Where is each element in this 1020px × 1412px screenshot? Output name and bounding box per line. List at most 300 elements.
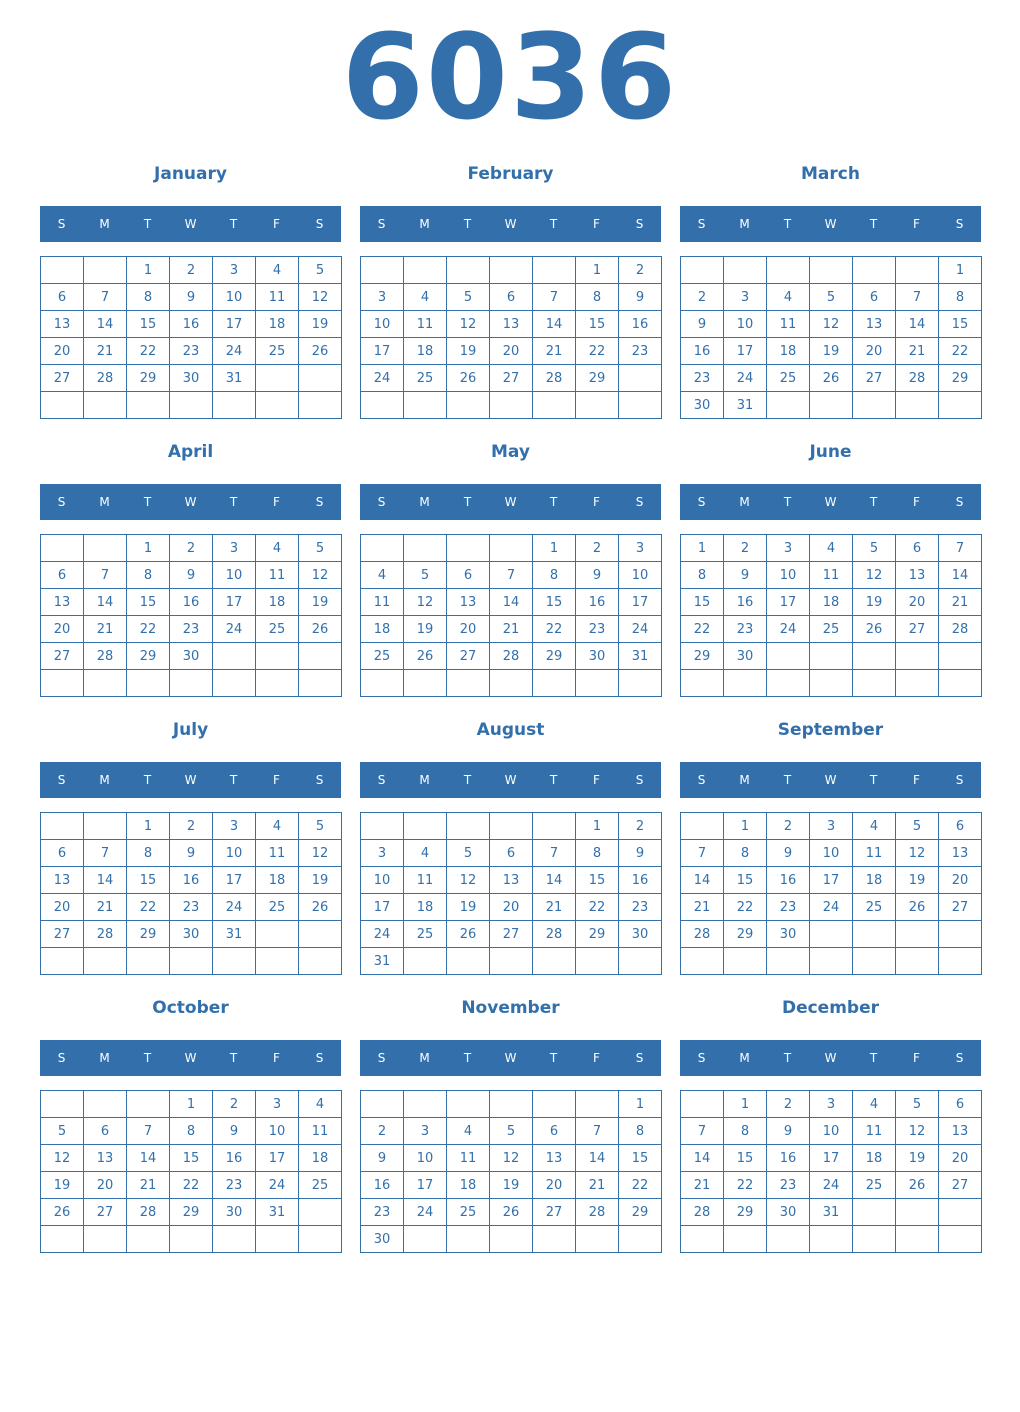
week-row xyxy=(361,1091,662,1118)
day-cell: 31 xyxy=(213,365,256,392)
weekday-label: W xyxy=(824,217,837,231)
day-cell xyxy=(299,365,342,392)
weekday-label: M xyxy=(99,1051,110,1065)
day-cell: 4 xyxy=(853,813,896,840)
day-cell: 28 xyxy=(533,921,576,948)
day-cell: 2 xyxy=(681,284,724,311)
month-february xyxy=(360,156,661,386)
day-cell xyxy=(41,257,84,284)
week-row xyxy=(41,1226,342,1253)
day-cell: 13 xyxy=(447,589,490,616)
day-cell: 17 xyxy=(213,311,256,338)
day-cell: 24 xyxy=(810,894,853,921)
day-cell: 26 xyxy=(853,616,896,643)
day-cell: 14 xyxy=(576,1145,619,1172)
weekday-header xyxy=(40,1040,341,1076)
day-cell: 3 xyxy=(619,535,662,562)
day-cell: 29 xyxy=(127,921,170,948)
day-cell: 30 xyxy=(170,643,213,670)
day-cell xyxy=(447,948,490,975)
week-row xyxy=(681,338,982,365)
day-cell: 20 xyxy=(84,1172,127,1199)
weekday-header xyxy=(680,206,981,242)
day-cell: 28 xyxy=(84,365,127,392)
day-cell: 17 xyxy=(810,1145,853,1172)
day-cell xyxy=(213,643,256,670)
day-cell: 20 xyxy=(853,338,896,365)
day-cell xyxy=(256,1226,299,1253)
day-cell: 21 xyxy=(490,616,533,643)
day-cell: 27 xyxy=(853,365,896,392)
weekday-label: W xyxy=(184,217,197,231)
weekday-label: M xyxy=(419,217,430,231)
day-cell: 7 xyxy=(896,284,939,311)
day-cell xyxy=(256,365,299,392)
weekday-label: F xyxy=(273,217,280,231)
month-march xyxy=(680,156,981,413)
day-cell: 29 xyxy=(681,643,724,670)
day-cell xyxy=(896,643,939,670)
day-cell xyxy=(256,670,299,697)
weekday-label: W xyxy=(504,495,517,509)
week-row xyxy=(41,589,342,616)
day-cell xyxy=(361,813,404,840)
day-cell: 5 xyxy=(447,284,490,311)
day-cell: 18 xyxy=(767,338,810,365)
day-cell: 26 xyxy=(299,894,342,921)
day-cell: 3 xyxy=(213,257,256,284)
day-cell xyxy=(490,813,533,840)
day-cell xyxy=(853,643,896,670)
week-row xyxy=(681,535,982,562)
week-row xyxy=(361,813,662,840)
day-cell xyxy=(533,1091,576,1118)
day-cell xyxy=(84,392,127,419)
day-cell: 8 xyxy=(170,1118,213,1145)
day-cell: 28 xyxy=(939,616,982,643)
day-cell: 28 xyxy=(896,365,939,392)
day-cell: 10 xyxy=(724,311,767,338)
day-cell: 13 xyxy=(533,1145,576,1172)
week-row xyxy=(41,562,342,589)
week-row xyxy=(361,589,662,616)
day-cell xyxy=(490,670,533,697)
day-cell xyxy=(533,257,576,284)
day-cell xyxy=(84,535,127,562)
weekday-label: T xyxy=(143,773,152,787)
day-cell: 19 xyxy=(896,1145,939,1172)
day-cell: 8 xyxy=(127,562,170,589)
week-row xyxy=(681,589,982,616)
day-cell: 12 xyxy=(896,1118,939,1145)
day-grid xyxy=(680,1090,982,1253)
day-cell: 23 xyxy=(576,616,619,643)
day-cell: 23 xyxy=(619,338,662,365)
weekday-label: T xyxy=(869,495,878,509)
day-cell: 20 xyxy=(41,616,84,643)
day-cell xyxy=(127,1226,170,1253)
day-cell xyxy=(84,257,127,284)
day-cell: 21 xyxy=(533,338,576,365)
day-cell: 23 xyxy=(361,1199,404,1226)
day-cell xyxy=(127,670,170,697)
day-cell: 16 xyxy=(576,589,619,616)
day-cell: 30 xyxy=(361,1226,404,1253)
weekday-label: F xyxy=(593,773,600,787)
day-cell: 12 xyxy=(853,562,896,589)
day-cell: 14 xyxy=(84,311,127,338)
day-cell: 23 xyxy=(767,1172,810,1199)
weekday-label: M xyxy=(739,773,750,787)
day-cell: 25 xyxy=(256,338,299,365)
day-cell xyxy=(41,813,84,840)
day-cell xyxy=(256,392,299,419)
day-cell: 31 xyxy=(213,921,256,948)
weekday-label: S xyxy=(315,773,324,787)
month-name: June xyxy=(809,442,852,462)
day-cell: 7 xyxy=(681,1118,724,1145)
day-cell xyxy=(256,948,299,975)
week-row xyxy=(41,921,342,948)
day-cell: 18 xyxy=(404,338,447,365)
day-cell: 16 xyxy=(170,589,213,616)
day-cell: 3 xyxy=(810,1091,853,1118)
day-cell: 7 xyxy=(84,562,127,589)
day-cell xyxy=(767,257,810,284)
day-cell: 19 xyxy=(299,589,342,616)
month-name: July xyxy=(172,720,209,740)
day-cell: 10 xyxy=(767,562,810,589)
day-cell: 24 xyxy=(767,616,810,643)
day-cell: 10 xyxy=(213,840,256,867)
week-row xyxy=(41,670,342,697)
day-cell: 31 xyxy=(256,1199,299,1226)
day-cell: 12 xyxy=(299,840,342,867)
weekday-label: F xyxy=(593,495,600,509)
day-cell: 5 xyxy=(299,535,342,562)
day-cell xyxy=(576,948,619,975)
weekday-label: S xyxy=(57,773,66,787)
day-cell xyxy=(533,948,576,975)
weekday-header xyxy=(680,484,981,520)
weekday-label: T xyxy=(783,217,792,231)
weekday-label: T xyxy=(463,773,472,787)
weekday-header xyxy=(680,762,981,798)
weekday-label: T xyxy=(783,1051,792,1065)
day-cell xyxy=(490,948,533,975)
day-cell: 9 xyxy=(576,562,619,589)
day-cell xyxy=(939,670,982,697)
day-cell: 22 xyxy=(681,616,724,643)
day-cell xyxy=(84,670,127,697)
day-cell: 1 xyxy=(619,1091,662,1118)
day-cell: 24 xyxy=(361,365,404,392)
day-cell xyxy=(490,1091,533,1118)
day-cell xyxy=(404,1226,447,1253)
day-cell: 29 xyxy=(724,1199,767,1226)
day-cell xyxy=(853,670,896,697)
day-cell: 28 xyxy=(576,1199,619,1226)
day-cell: 17 xyxy=(361,338,404,365)
day-cell: 23 xyxy=(170,616,213,643)
day-cell: 22 xyxy=(170,1172,213,1199)
day-cell xyxy=(896,1226,939,1253)
day-cell xyxy=(724,1226,767,1253)
weekday-label: S xyxy=(635,217,644,231)
day-cell: 6 xyxy=(84,1118,127,1145)
day-cell: 15 xyxy=(724,867,767,894)
day-grid xyxy=(40,256,342,419)
day-cell: 26 xyxy=(447,365,490,392)
day-cell: 17 xyxy=(724,338,767,365)
day-cell: 15 xyxy=(127,867,170,894)
day-cell: 9 xyxy=(170,840,213,867)
week-row xyxy=(41,1145,342,1172)
weekday-label: S xyxy=(377,495,386,509)
weekday-label: S xyxy=(955,773,964,787)
day-cell: 11 xyxy=(810,562,853,589)
day-cell: 21 xyxy=(896,338,939,365)
week-row xyxy=(681,1145,982,1172)
day-cell xyxy=(853,1199,896,1226)
day-cell: 11 xyxy=(256,284,299,311)
day-cell xyxy=(810,643,853,670)
day-cell: 20 xyxy=(490,338,533,365)
weekday-label: S xyxy=(377,773,386,787)
day-cell: 6 xyxy=(533,1118,576,1145)
weekday-header xyxy=(360,484,661,520)
day-cell xyxy=(490,392,533,419)
week-row xyxy=(41,867,342,894)
day-cell: 9 xyxy=(170,284,213,311)
day-cell: 22 xyxy=(533,616,576,643)
day-cell xyxy=(810,392,853,419)
day-cell: 3 xyxy=(404,1118,447,1145)
day-cell: 21 xyxy=(533,894,576,921)
day-cell: 27 xyxy=(41,921,84,948)
day-cell xyxy=(939,948,982,975)
day-cell xyxy=(127,948,170,975)
day-cell: 8 xyxy=(681,562,724,589)
day-cell: 18 xyxy=(256,589,299,616)
week-row xyxy=(681,840,982,867)
day-cell xyxy=(404,1091,447,1118)
week-row xyxy=(361,643,662,670)
weekday-label: T xyxy=(463,495,472,509)
day-grid xyxy=(40,534,342,697)
day-cell: 25 xyxy=(404,365,447,392)
week-row xyxy=(361,338,662,365)
day-cell: 18 xyxy=(853,867,896,894)
week-row xyxy=(41,392,342,419)
day-cell: 19 xyxy=(490,1172,533,1199)
day-cell xyxy=(170,670,213,697)
weekday-label: S xyxy=(57,495,66,509)
day-cell: 19 xyxy=(41,1172,84,1199)
day-cell xyxy=(299,1199,342,1226)
day-cell: 14 xyxy=(533,867,576,894)
day-cell: 21 xyxy=(84,894,127,921)
week-row xyxy=(41,284,342,311)
day-cell: 7 xyxy=(533,840,576,867)
day-cell: 2 xyxy=(619,813,662,840)
day-cell: 24 xyxy=(213,616,256,643)
day-cell: 16 xyxy=(767,1145,810,1172)
day-cell: 2 xyxy=(170,535,213,562)
day-grid xyxy=(360,256,662,419)
week-row xyxy=(681,1091,982,1118)
day-cell: 13 xyxy=(896,562,939,589)
day-cell xyxy=(576,1226,619,1253)
weekday-label: M xyxy=(99,217,110,231)
week-row xyxy=(361,311,662,338)
day-cell: 11 xyxy=(404,867,447,894)
week-row xyxy=(681,867,982,894)
day-cell xyxy=(810,257,853,284)
day-cell: 9 xyxy=(681,311,724,338)
day-cell: 10 xyxy=(404,1145,447,1172)
month-june xyxy=(680,434,981,664)
day-cell xyxy=(619,1226,662,1253)
week-row xyxy=(361,1226,662,1253)
day-cell: 18 xyxy=(853,1145,896,1172)
day-cell: 3 xyxy=(810,813,853,840)
weekday-label: M xyxy=(739,1051,750,1065)
month-name: August xyxy=(476,720,545,740)
day-cell: 12 xyxy=(447,311,490,338)
weekday-label: S xyxy=(315,495,324,509)
weekday-label: S xyxy=(955,1051,964,1065)
day-cell: 13 xyxy=(490,311,533,338)
day-cell xyxy=(170,948,213,975)
day-cell xyxy=(361,257,404,284)
day-cell: 19 xyxy=(853,589,896,616)
day-cell: 27 xyxy=(533,1199,576,1226)
weekday-label: F xyxy=(593,217,600,231)
day-cell: 5 xyxy=(810,284,853,311)
day-cell: 2 xyxy=(619,257,662,284)
day-cell: 22 xyxy=(576,338,619,365)
day-cell: 23 xyxy=(681,365,724,392)
day-cell xyxy=(84,948,127,975)
day-cell: 19 xyxy=(299,311,342,338)
day-cell xyxy=(724,670,767,697)
day-cell: 20 xyxy=(896,589,939,616)
day-cell: 16 xyxy=(619,311,662,338)
day-cell: 4 xyxy=(447,1118,490,1145)
weekday-label: T xyxy=(229,773,238,787)
day-cell: 22 xyxy=(576,894,619,921)
day-cell xyxy=(576,670,619,697)
day-cell: 18 xyxy=(404,894,447,921)
day-cell: 27 xyxy=(490,921,533,948)
day-cell: 8 xyxy=(619,1118,662,1145)
day-cell: 17 xyxy=(256,1145,299,1172)
day-cell xyxy=(853,1226,896,1253)
day-cell: 14 xyxy=(681,867,724,894)
day-cell: 29 xyxy=(724,921,767,948)
day-cell: 18 xyxy=(810,589,853,616)
day-cell: 1 xyxy=(170,1091,213,1118)
weekday-label: S xyxy=(315,1051,324,1065)
day-cell: 30 xyxy=(170,921,213,948)
day-cell: 26 xyxy=(404,643,447,670)
day-cell: 19 xyxy=(896,867,939,894)
month-name: May xyxy=(491,442,530,462)
day-cell xyxy=(299,921,342,948)
day-cell: 29 xyxy=(127,643,170,670)
day-cell xyxy=(404,948,447,975)
day-cell xyxy=(853,392,896,419)
day-cell xyxy=(810,921,853,948)
day-cell: 25 xyxy=(447,1199,490,1226)
weekday-label: W xyxy=(504,217,517,231)
day-cell: 7 xyxy=(939,535,982,562)
day-cell xyxy=(724,257,767,284)
day-cell xyxy=(404,670,447,697)
day-cell: 11 xyxy=(256,840,299,867)
weekday-label: F xyxy=(913,217,920,231)
month-name: November xyxy=(461,998,560,1018)
day-cell: 25 xyxy=(256,894,299,921)
day-grid xyxy=(40,1090,342,1253)
day-cell: 4 xyxy=(404,284,447,311)
day-cell: 31 xyxy=(361,948,404,975)
day-cell xyxy=(84,813,127,840)
day-cell: 1 xyxy=(724,813,767,840)
weekday-label: M xyxy=(419,495,430,509)
day-cell: 11 xyxy=(256,562,299,589)
weekday-label: T xyxy=(143,495,152,509)
day-cell: 13 xyxy=(41,311,84,338)
day-grid xyxy=(40,812,342,975)
weekday-label: T xyxy=(463,217,472,231)
day-cell: 8 xyxy=(127,284,170,311)
day-cell: 1 xyxy=(533,535,576,562)
day-cell: 19 xyxy=(810,338,853,365)
day-cell: 26 xyxy=(810,365,853,392)
day-cell: 16 xyxy=(170,867,213,894)
day-cell: 29 xyxy=(576,365,619,392)
day-cell: 7 xyxy=(490,562,533,589)
day-cell: 10 xyxy=(810,840,853,867)
day-cell: 28 xyxy=(533,365,576,392)
day-cell: 30 xyxy=(681,392,724,419)
day-cell xyxy=(767,392,810,419)
day-cell: 21 xyxy=(84,338,127,365)
weekday-label: S xyxy=(635,495,644,509)
weekday-label: M xyxy=(739,495,750,509)
day-cell: 5 xyxy=(490,1118,533,1145)
day-cell: 27 xyxy=(84,1199,127,1226)
day-cell: 8 xyxy=(576,840,619,867)
day-cell: 25 xyxy=(853,894,896,921)
month-august xyxy=(360,712,661,969)
week-row xyxy=(681,257,982,284)
weekday-label: W xyxy=(824,773,837,787)
day-cell: 24 xyxy=(619,616,662,643)
day-grid xyxy=(680,534,982,697)
day-cell: 31 xyxy=(619,643,662,670)
day-grid xyxy=(360,534,662,697)
day-cell: 9 xyxy=(213,1118,256,1145)
day-cell: 15 xyxy=(127,311,170,338)
day-cell: 19 xyxy=(447,894,490,921)
day-cell: 29 xyxy=(939,365,982,392)
weekday-label: T xyxy=(229,217,238,231)
week-row xyxy=(41,1118,342,1145)
weekday-label: T xyxy=(463,1051,472,1065)
